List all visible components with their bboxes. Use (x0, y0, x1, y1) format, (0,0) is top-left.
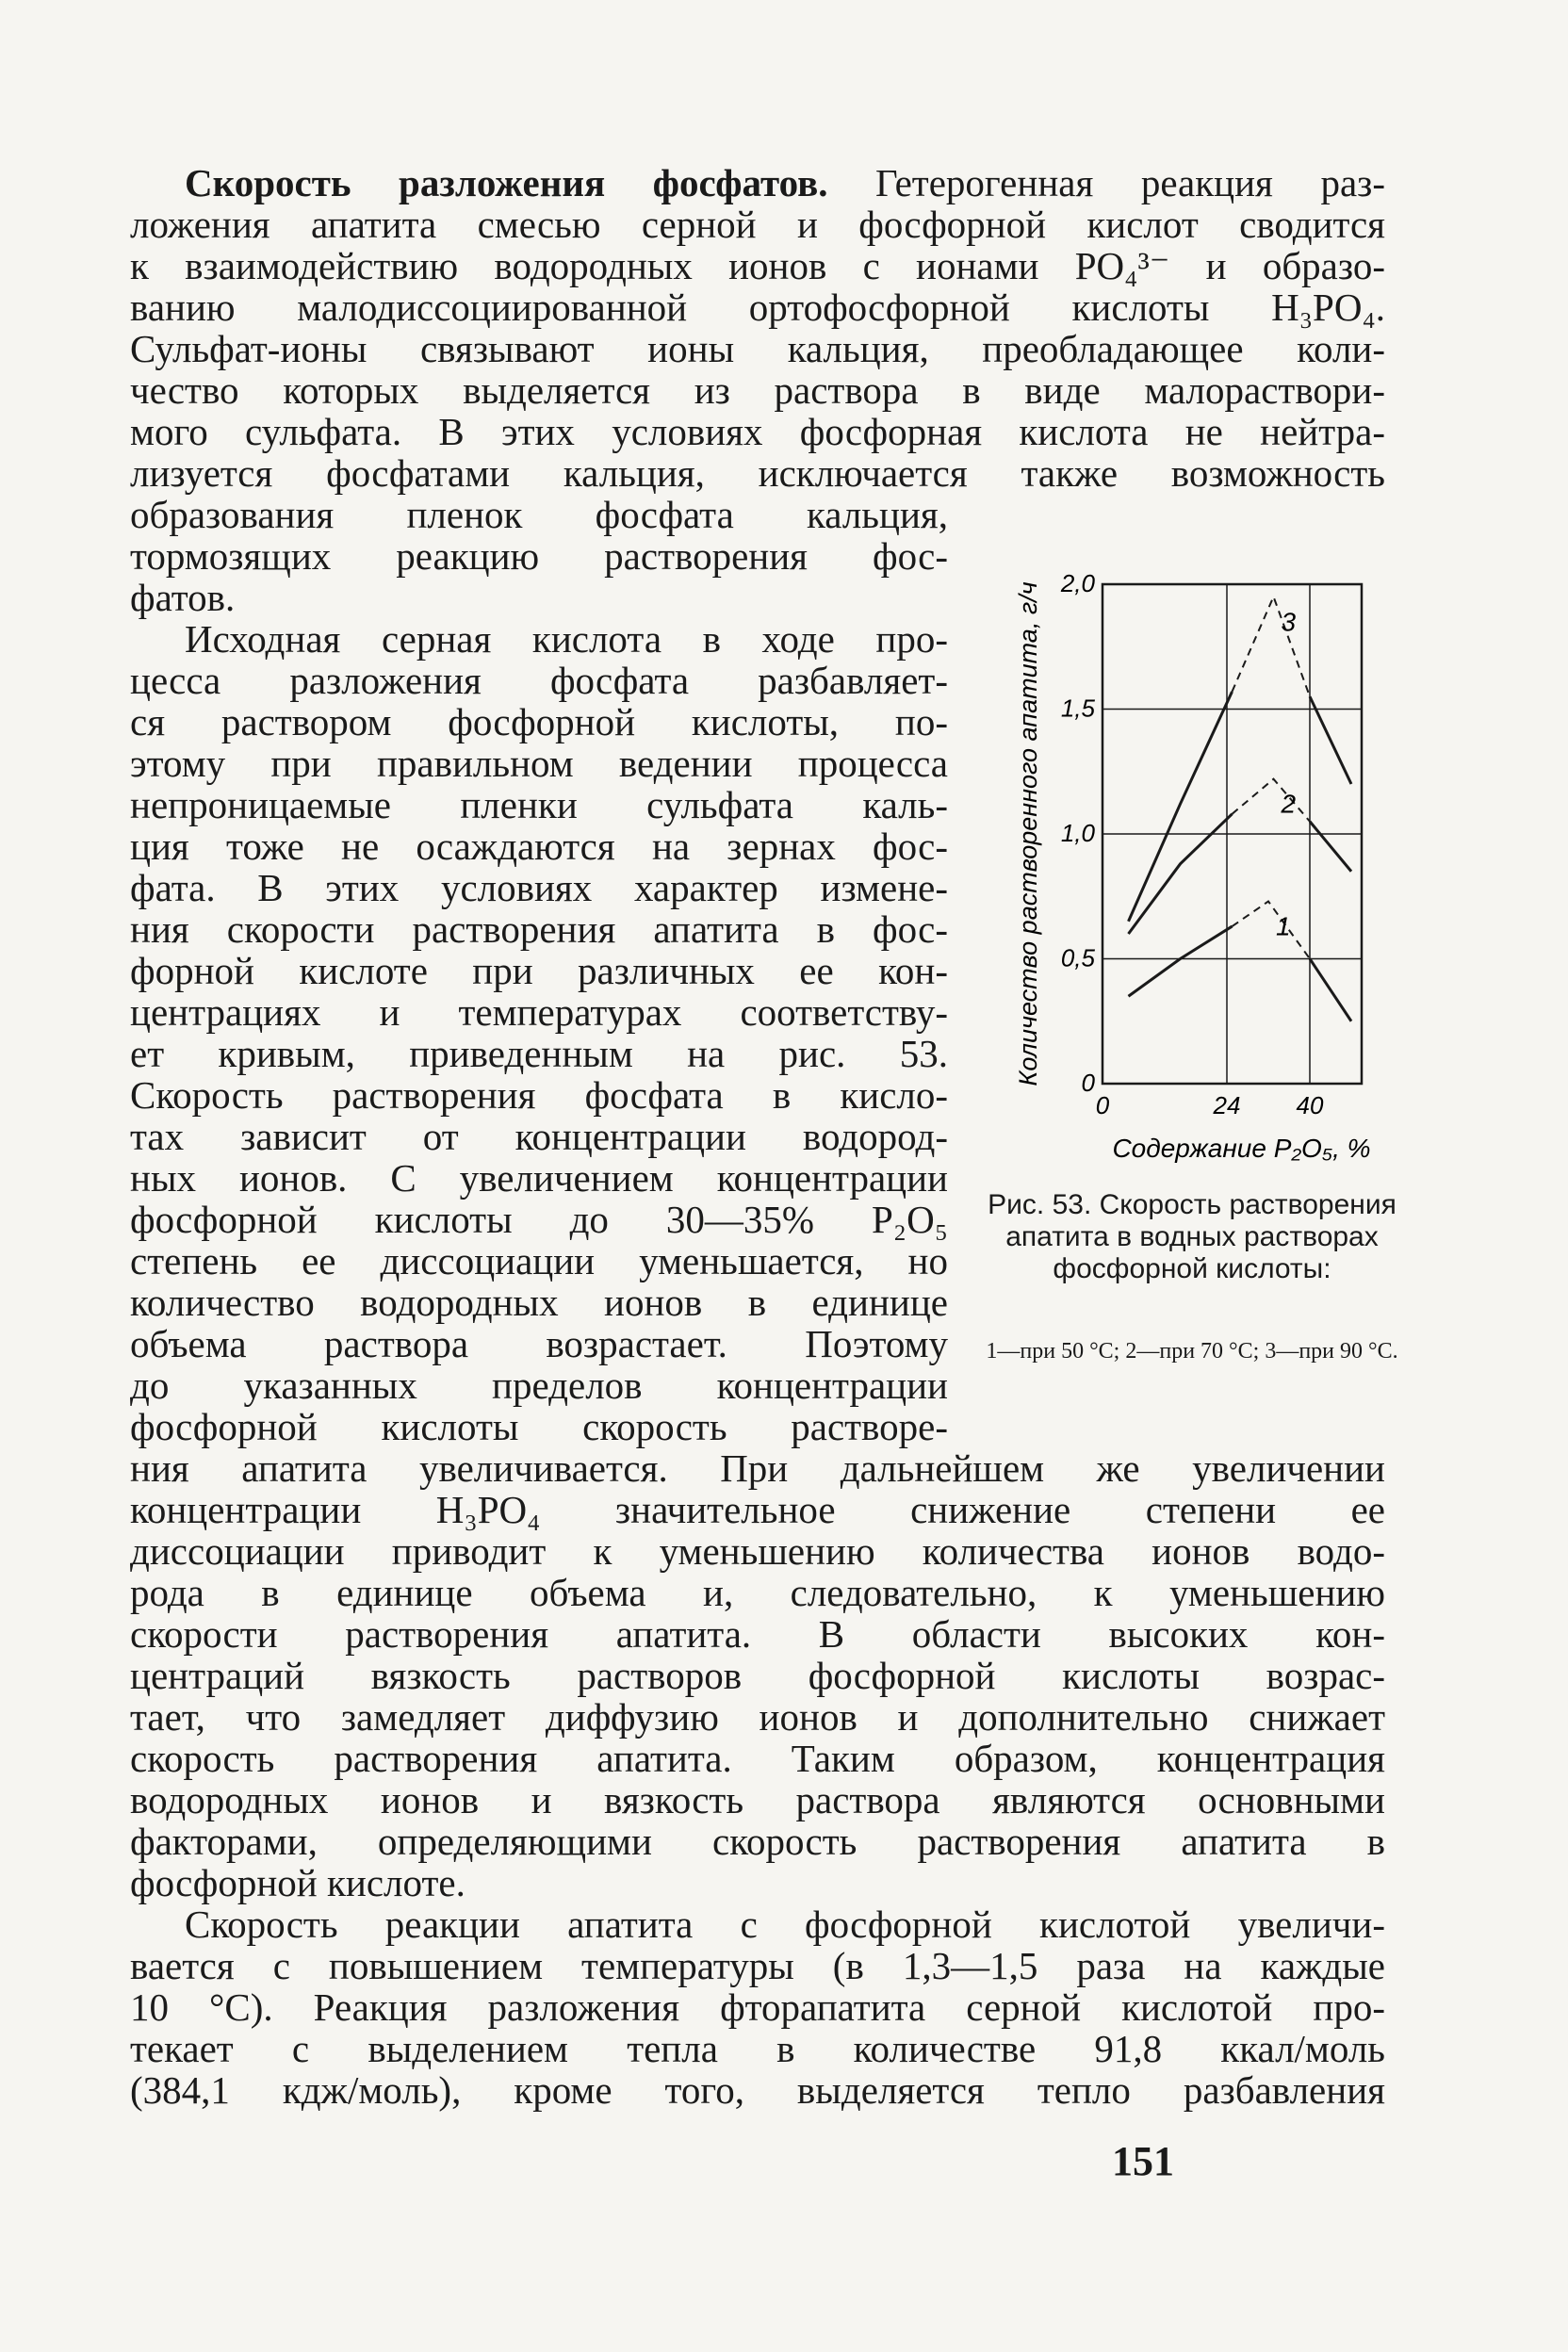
x-tick-label: 0 (1095, 1091, 1110, 1119)
text-line: рода в единице объема и, следовательно, к уменьшению (130, 1571, 1385, 1614)
text-line: Скорость растворения фосфата в кисло- (130, 1073, 948, 1117)
text-line: 10 °C). Реакция разложения фторапатита серной кислотой про- (130, 1985, 1385, 2029)
page-number: 151 (1112, 2138, 1174, 2184)
text-line: объема раствора возрастает. Поэтому (130, 1322, 948, 1365)
paragraph-heading: Скорость разложения фосфатов. (185, 161, 828, 204)
text-line: (384,1 кдж/моль), кроме того, выделяется тепло разбавления (130, 2068, 1385, 2112)
text-line: тах зависит от концентрации водород- (130, 1115, 948, 1158)
text-line: чество которых выделяется из раствора в виде малораствори- (130, 368, 1385, 412)
text-line: ет кривым, приведенным на рис. 53. (130, 1032, 948, 1075)
text-line: Исходная серная кислота в ходе про- (185, 617, 948, 661)
y-axis-label: Количество растворенного апатита, г/ч (1014, 581, 1042, 1086)
series-line-2 (1129, 814, 1233, 934)
text-line: фосфорной кислоты скорость растворе- (130, 1405, 948, 1448)
y-tick-label: 0,5 (1060, 943, 1095, 972)
text-line: форной кислоте при различных ее кон- (130, 949, 948, 992)
text-line: фатов. (130, 576, 236, 619)
text-line: тормозящих реакцию растворения фос- (130, 534, 948, 578)
text-line: фата. В этих условиях характер измене- (130, 866, 948, 909)
text-line: ложения апатита смесью серной и фосфорной кислот сводится (130, 203, 1385, 246)
series-line-2-descending (1310, 822, 1351, 872)
text-line: тает, что замедляет диффузию ионов и дополнительно снижает (130, 1695, 1385, 1739)
y-tick-label: 0 (1081, 1069, 1095, 1097)
series-peak-1 (1233, 902, 1311, 959)
text-line: ция тоже не осаждаются на зернах фос- (130, 825, 948, 868)
text-line: цесса разложения фосфата разбавляет- (130, 659, 948, 702)
text-line: фосфорной кислоты до 30—35% P₂O₅ (130, 1198, 948, 1241)
text-line: скорости растворения апатита. В области высоких кон- (130, 1612, 1385, 1656)
text-line: центрациях и температурах соответству- (130, 990, 948, 1034)
text-line: к взаимодействию водородных ионов с ионами PO₄³⁻ и образо- (130, 244, 1385, 287)
text-line: ния апатита увеличивается. При дальнейшем же увеличении (130, 1446, 1385, 1490)
text-line: ных ионов. С увеличением концентрации (130, 1156, 948, 1200)
series-line-1 (1129, 926, 1233, 996)
text-line: фосфорной кислоте. (130, 1861, 466, 1904)
curve-label: 2 (1281, 789, 1297, 819)
x-tick-label: 40 (1296, 1091, 1324, 1119)
series-line-1-descending (1310, 959, 1351, 1021)
text-line: ся раствором фосфорной кислоты, по- (130, 700, 948, 743)
figure-53 (980, 547, 1413, 1168)
text-line-rest: Гетерогенная реакция раз- (875, 161, 1385, 204)
curve-label: 3 (1281, 607, 1297, 637)
text-line: степень ее диссоциации уменьшается, но (130, 1239, 948, 1282)
figure-caption: Рис. 53. Скорость растворения апатита в водных растворах фосфорной кислоты: (988, 1189, 1396, 1284)
text-line: диссоциации приводит к уменьшению количества ионов водо- (130, 1529, 1385, 1573)
text-line: лизуется фосфатами кальция, исключается также возможность (130, 451, 1385, 495)
series-peak-3 (1233, 596, 1311, 696)
text-line: факторами, определяющими скорость растворения апатита в (130, 1820, 1385, 1863)
x-axis-label: Содержание P₂O₅, % (1112, 1134, 1371, 1163)
text-line: мого сульфата. В этих условиях фосфорная кислота не нейтра- (130, 410, 1385, 453)
text-line: ванию малодиссоциированной ортофосфорной кислоты H₃PO₄. (130, 286, 1385, 329)
text-line: Скорость реакции апатита с фосфорной кислотой увеличи- (185, 1903, 1385, 1946)
text-line (185, 162, 1385, 204)
curve-label: 1 (1276, 911, 1291, 941)
y-tick-label: 1,5 (1060, 694, 1095, 723)
series-line-3 (1129, 692, 1233, 922)
text-line: текает с выделением тепла в количестве 91,8 ккал/моль (130, 2027, 1385, 2070)
y-tick-label: 2,0 (1060, 569, 1095, 597)
text-line: Сульфат-ионы связывают ионы кальция, преобладающее коли- (130, 327, 1385, 370)
series-peak-2 (1233, 779, 1311, 822)
text-line: центраций вязкость растворов фосфорной кислоты возрас- (130, 1654, 1385, 1697)
text-line: количество водородных ионов в единице (130, 1281, 948, 1324)
text-line: ния скорости растворения апатита в фос- (130, 907, 948, 951)
chart (980, 547, 1413, 1168)
text-line: образования пленок фосфата кальция, (130, 493, 948, 536)
text-line: непроницаемые пленки сульфата каль- (130, 783, 948, 826)
text-line: концентрации H₃PO₄ значительное снижение степени ее (130, 1488, 1385, 1531)
text-line: этому при правильном ведении процесса (130, 742, 948, 785)
text-line: до указанных пределов концентрации (130, 1364, 948, 1407)
y-tick-label: 1,0 (1060, 819, 1095, 847)
figure-legend: 1—при 50 °C; 2—при 70 °C; 3—при 90 °C. (986, 1339, 1398, 1364)
text-line: водородных ионов и вязкость раствора являются основными (130, 1778, 1385, 1821)
x-tick-label: 24 (1213, 1091, 1241, 1119)
text-line: вается с повышением температуры (в 1,3—1,5 раза на каждые (130, 1944, 1385, 1987)
text-line: скорость растворения апатита. Таким образом, концентрация (130, 1737, 1385, 1780)
